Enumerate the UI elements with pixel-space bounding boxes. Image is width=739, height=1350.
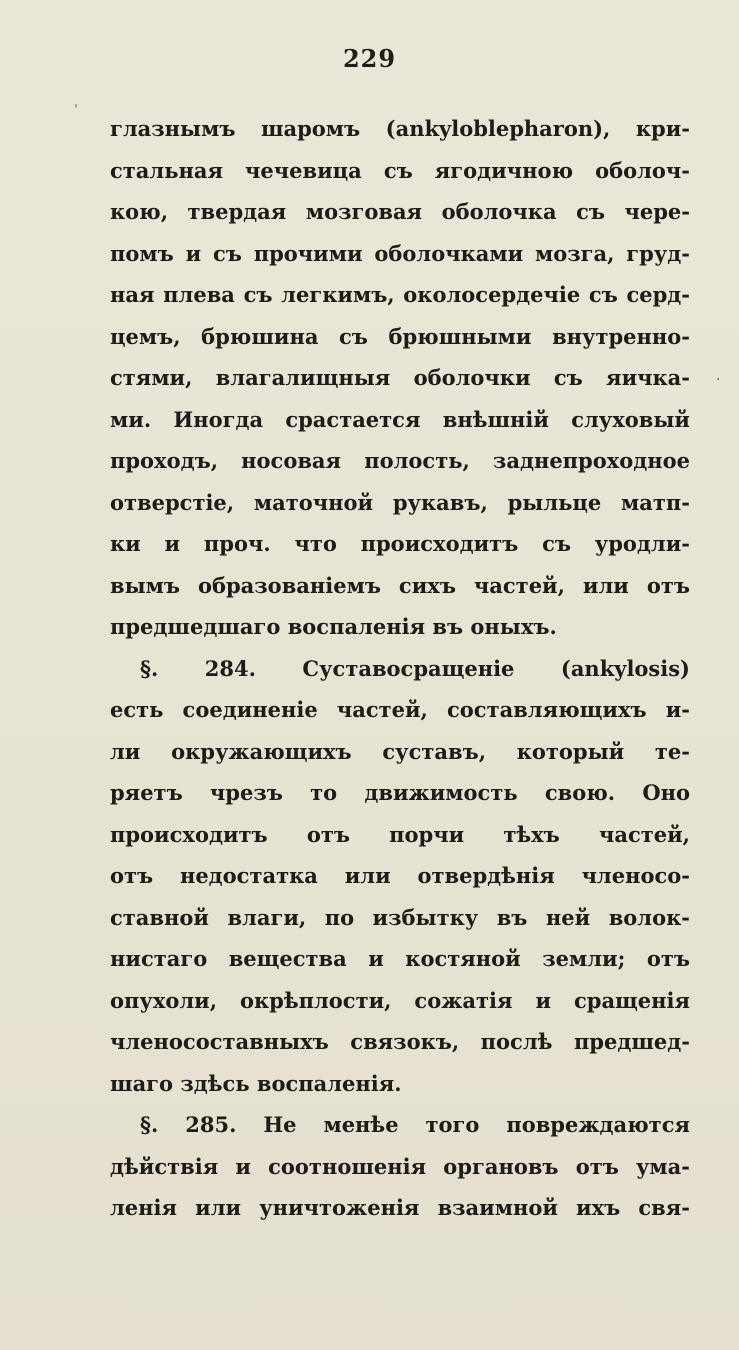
body-text	[110, 108, 690, 1229]
text-line: ряетъ чрезъ то движимость свою. Оно	[110, 780, 690, 805]
page-number: 229	[342, 44, 397, 73]
text-line: ли окружающихъ суставъ, который те-	[110, 738, 690, 764]
ink-speck: ·	[716, 372, 721, 388]
text-line: ки и проч. что происходитъ съ уродли-	[110, 531, 690, 556]
text-line: ная плева съ легкимъ, околосердечіе съ серд-	[110, 282, 690, 307]
text-line: помъ и съ прочими оболочками мозга, груд-	[110, 240, 690, 266]
text-line: стями, влагалищныя оболочки съ яичка-	[110, 365, 690, 390]
paragraph-end-line: предшедшаго воспаленія въ оныхъ.	[110, 614, 557, 639]
text-line: происходитъ отъ порчи тѣхъ частей,	[110, 821, 690, 847]
section-285-heading-line: §. 285. Не менѣе того повреждаются	[140, 1112, 690, 1137]
text-line: нистаго вещества и костяной земли; отъ	[110, 946, 690, 971]
section-284-heading-line: §. 284. Суставосращеніе (ankylosis)	[140, 655, 690, 681]
text-line: отъ недостатка или отвердѣнія членосо-	[110, 863, 690, 888]
text-line: ставной влаги, по избытку въ ней волок-	[110, 904, 690, 930]
text-line: кою, твердая мозговая оболочка съ чере-	[110, 199, 690, 224]
text-line: отверстіе, маточной рукавъ, рыльце матп-	[110, 489, 690, 515]
text-line: опухоли, окрѣплости, сожатія и сращенія	[110, 987, 690, 1013]
text-line: цемъ, брюшина съ брюшными внутренно-	[110, 323, 690, 349]
text-line: стальная чечевица съ ягодичною оболоч-	[110, 157, 690, 183]
ink-speck: ˌ	[74, 94, 78, 110]
text-line: глазнымъ шаромъ (ankyloblepharon), кри-	[110, 116, 690, 141]
text-line: ми. Иногда срастается внѣшній слуховый	[110, 406, 690, 432]
text-line: членосоставныхъ связокъ, послѣ предшед-	[110, 1029, 690, 1054]
text-line: вымъ образованіемъ сихъ частей, или отъ	[110, 572, 690, 598]
text-line: есть соединеніе частей, составляющихъ и-	[110, 697, 690, 722]
text-line: ленія или уничтоженія взаимной ихъ свя-	[110, 1195, 690, 1220]
text-line: проходъ, носовая полость, заднепроходное	[110, 448, 690, 473]
text-line: дѣйствія и соотношенія органовъ отъ ума-	[110, 1153, 690, 1179]
paragraph-end-line: шаго здѣсь воспаленія.	[110, 1070, 402, 1096]
